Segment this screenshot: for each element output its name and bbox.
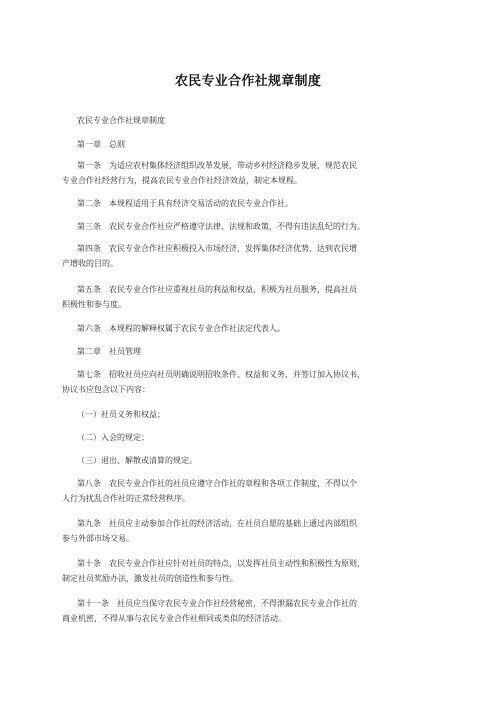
article-7 [62,367,442,397]
text-line: 第二条 本规程适用于具有经济交易活动的农民专业合作社。 [77,199,293,208]
text-line: 第六条 本规程的解释权属于农民专业合作社法定代表人。 [77,324,285,333]
article-8 [62,476,442,506]
article-9 [62,516,442,546]
text-line: 参与外部市场交易。 [62,534,134,543]
list-item [62,430,442,445]
text-line: 第三条 农民专业合作社应严格遵守法律、法规和政策，不得有违法乱纪的行为。 [77,222,365,231]
document-title: 农民专业合作社规章制度 [174,74,322,89]
text-line: 第七条 招收社员应向社员明确说明招收条件、权益和义务，并签订加入协议书， [77,370,365,379]
article-10 [62,556,442,586]
article-1 [62,158,442,188]
text-line: 商业机密，不得从事与农民专业合作社相同或类似的经济活动。 [62,614,286,623]
text-line: 第四条 农民专业合作社应积极投入市场经济，发挥集体经济优势，达到农民增 [77,244,357,253]
text-line: （二）入会的规定； [77,433,149,442]
text-line: 人行为扰乱合作社的正常经营秩序。 [62,494,190,503]
document-subtitle [62,113,442,128]
text-line: 产增收的目的。 [62,259,118,268]
text-line: 协议书应包含以下内容： [62,385,150,394]
text-line: （一）社员义务和权益； [77,410,165,419]
chapter-heading [62,344,442,359]
text-line: 专业合作社经营行为，提高农民专业合作社经济效益，制定本规程。 [62,176,302,185]
text-line: 第五条 农民专业合作社应重视社员的利益和权益，积极为社员服务，提高社员 [77,285,357,294]
article-6 [62,321,442,336]
article-2 [62,196,442,211]
chapter-heading [62,137,442,152]
text-line: 第八条 农民专业合作社的社员应遵守合作社的章程和各项工作制度，不得以个 [77,479,357,488]
text-line: 第二章 社员管理 [77,347,141,356]
text-line: 农民专业合作社规章制度 [77,116,165,125]
list-item [62,407,442,422]
text-line: 第一条 为适应农村集体经济组织改革发展，带动乡村经济稳步发展，规范农民 [77,161,357,170]
text-line: 第十一条 社员应当保守农民专业合作社经营秘密，不得泄漏农民专业合作社的 [77,599,357,608]
text-line: 第十条 农民专业合作社应针对社员的特点，以发挥社员主动性和积极性为原则， [77,559,365,568]
list-item [62,453,442,468]
text-line: 积极性和参与度。 [62,300,126,309]
article-4 [62,241,442,271]
text-line: 第九条 社员应主动参加合作社的经济活动，在社员自愿的基础上通过内部组织 [77,519,357,528]
text-line: 第一章 总则 [77,140,125,149]
text-line: （三）退出、解散或清算的规定。 [77,456,197,465]
text-line: 制定社员奖励办法，激发社员的创造性和参与性。 [62,574,238,583]
article-5 [62,282,442,312]
article-11 [62,596,442,626]
article-3 [62,219,442,234]
